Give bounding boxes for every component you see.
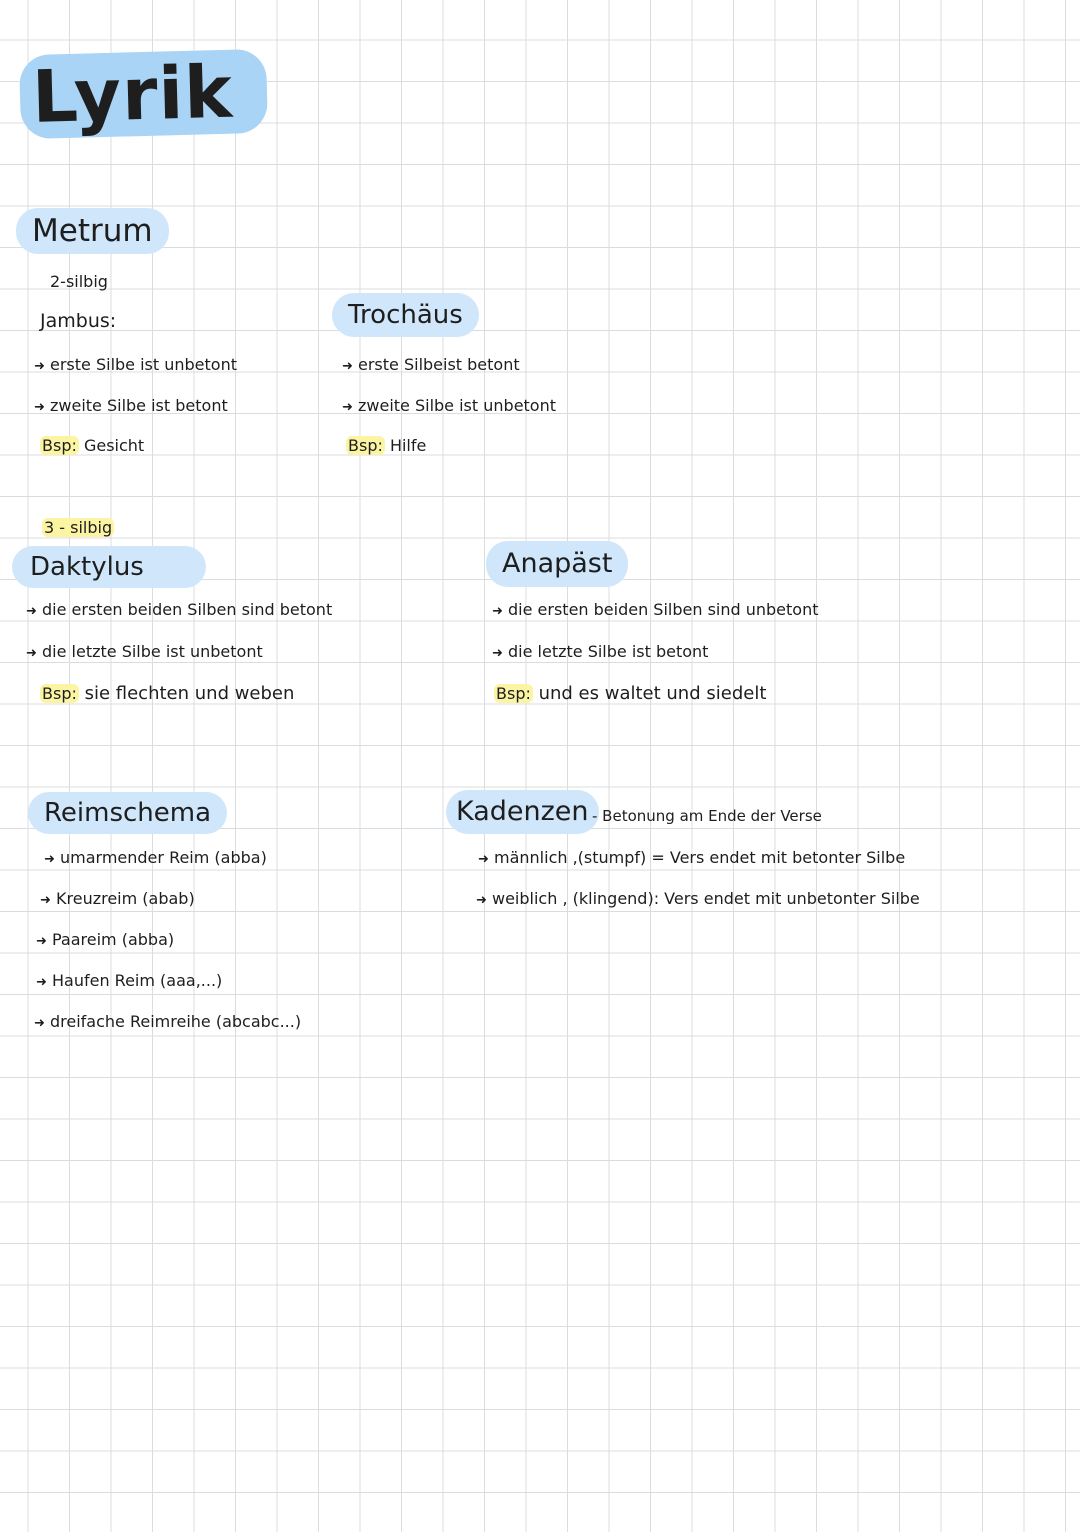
arrow-icon: ➜	[26, 604, 37, 619]
bsp-label: Bsp:	[348, 436, 383, 455]
page-title: Lyrik	[19, 49, 268, 139]
arrow-icon: ➜	[476, 893, 487, 908]
reimschema-item-1: ➜ umarmender Reim (abba)	[44, 848, 267, 867]
anapaest-example: Bsp: und es waltet und siedelt	[496, 683, 767, 704]
reimschema-heading: Reimschema	[28, 792, 227, 834]
arrow-icon: ➜	[36, 975, 47, 990]
arrow-icon: ➜	[36, 934, 47, 949]
trochaeus-example: Bsp: Hilfe	[348, 436, 427, 455]
reimschema-item-3: ➜ Paareim (abba)	[36, 930, 175, 949]
reimschema-item-4: ➜ Haufen Reim (aaa,...)	[36, 971, 223, 990]
arrow-icon: ➜	[34, 1016, 45, 1031]
kadenzen-item-1: ➜ männlich ,(stumpf) = Vers endet mit betonter Silbe	[478, 848, 906, 867]
kadenzen-item-2: ➜ weiblich , (klingend): Vers endet mit unbetonter Silbe	[476, 889, 920, 908]
arrow-icon: ➜	[478, 852, 489, 867]
bsp-label: Bsp:	[496, 684, 531, 703]
trochaeus-line-2: ➜ zweite Silbe ist unbetont	[342, 396, 557, 415]
reimschema-item-2: ➜ Kreuzreim (abab)	[40, 889, 195, 908]
dreisilbig-label: 3 - silbig	[44, 518, 113, 537]
arrow-icon: ➜	[342, 359, 353, 374]
jambus-name: Jambus:	[40, 310, 117, 332]
kadenzen-heading: Kadenzen	[446, 790, 599, 834]
arrow-icon: ➜	[342, 400, 353, 415]
arrow-icon: ➜	[44, 852, 55, 867]
anapaest-heading: Anapäst	[486, 541, 628, 587]
bsp-label: Bsp:	[42, 436, 77, 455]
reimschema-item-5: ➜ dreifache Reimreihe (abcabc...)	[34, 1012, 302, 1031]
anapaest-line-1: ➜ die ersten beiden Silben sind unbetont	[492, 600, 819, 619]
bsp-label: Bsp:	[42, 684, 77, 703]
daktylus-example: Bsp: sie flechten und weben	[42, 683, 295, 704]
daktylus-line-2: ➜ die letzte Silbe ist unbetont	[26, 642, 263, 661]
trochaeus-heading: Trochäus	[332, 293, 479, 337]
arrow-icon: ➜	[34, 400, 45, 415]
daktylus-heading: Daktylus	[12, 546, 206, 588]
arrow-icon: ➜	[492, 604, 503, 619]
zweisilbig-label: 2-silbig	[50, 272, 108, 291]
jambus-example: Bsp: Gesicht	[42, 436, 145, 455]
kadenzen-definition: - Betonung am Ende der Verse	[592, 807, 822, 825]
trochaeus-line-1: ➜ erste Silbeist betont	[342, 355, 520, 374]
arrow-icon: ➜	[492, 646, 503, 661]
metrum-heading: Metrum	[16, 208, 169, 254]
arrow-icon: ➜	[34, 359, 45, 374]
jambus-line-1: ➜ erste Silbe ist unbetont	[34, 355, 237, 374]
jambus-line-2: ➜ zweite Silbe ist betont	[34, 396, 228, 415]
anapaest-line-2: ➜ die letzte Silbe ist betont	[492, 642, 709, 661]
daktylus-line-1: ➜ die ersten beiden Silben sind betont	[26, 600, 333, 619]
arrow-icon: ➜	[26, 646, 37, 661]
arrow-icon: ➜	[40, 893, 51, 908]
